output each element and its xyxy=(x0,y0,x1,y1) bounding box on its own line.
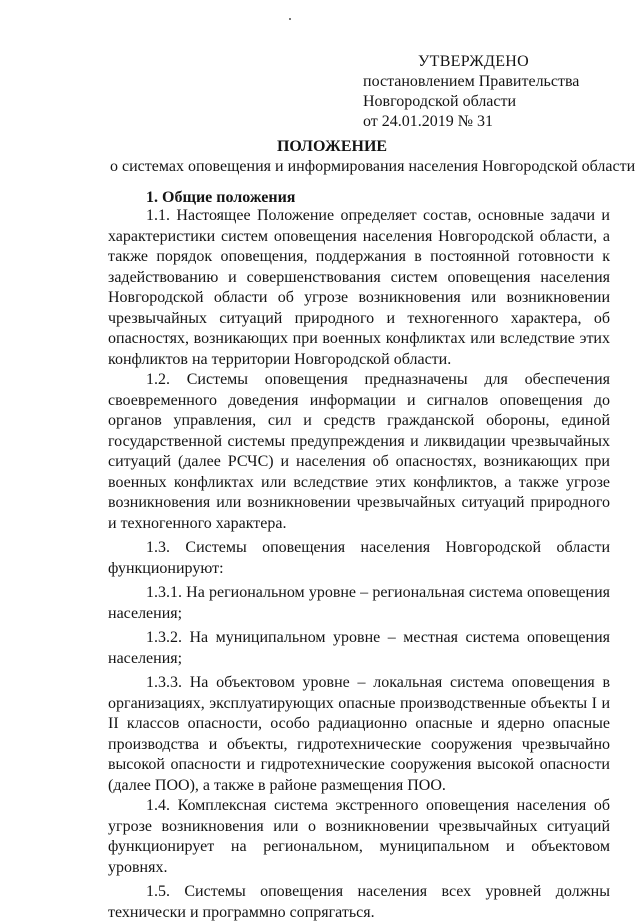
paragraph-1-5: 1.5. Системы оповещения населения всех уровней должны технически и программно сопрягаться. xyxy=(108,883,610,921)
approval-stamp xyxy=(363,52,579,132)
paragraph-1-3-2: 1.3.2. На муниципальном уровне – местная система оповещения населения; xyxy=(108,629,610,667)
scan-speck xyxy=(289,18,291,20)
approval-approved: УТВЕРЖДЕНО xyxy=(418,53,530,70)
paragraph-1-3-3: 1.3.3. На объектовом уровне – локальная система оповещения в организациях, эксплуатирующих опасные производственные объекты I и II классов опасности, особо радиационно опасные и ядерно опасные производства и объекты, гидротехнические сооружения чрезвычайно высокой опасности и гидротехнические сооружения высокой опасности (далее ПОО), а также в районе размещения ПОО. xyxy=(108,674,610,794)
approval-line-1: постановлением Правительства xyxy=(363,73,580,90)
approval-line-3: от 24.01.2019 № 31 xyxy=(363,113,494,130)
document-title: ПОЛОЖЕНИЕ xyxy=(276,138,388,155)
paragraph-1-3-1: 1.3.1. На региональном уровне – региональная система оповещения населения; xyxy=(108,584,610,622)
section-heading: 1. Общие положения xyxy=(146,189,296,206)
paragraph-1-4: 1.4. Комплексная система экстренного оповещения населения об угрозе возникновения или о возникновении чрезвычайных ситуаций функционирует на региональном, муниципальном и объектовом уровнях. xyxy=(108,797,610,876)
document-subtitle: о системах оповещения и информирования населения Новгородской области xyxy=(110,158,636,175)
paragraph-1-3: 1.3. Системы оповещения населения Новгородской области функционируют: xyxy=(108,539,610,577)
paragraph-1-2: 1.2. Системы оповещения предназначены для обеспечения своевременного доведения информации и сигналов оповещения до органов управления, сил и средств гражданской обороны, единой государственной системы предупреждения и ликвидации чрезвычайных ситуаций (далее РСЧС) и населения об опасностях, возникающих при военных конфликтах или вследствие этих конфликтов, а также угрозе возникновения или возникновении чрезвычайных ситуаций природного и техногенного характера. xyxy=(108,371,610,532)
approval-line-2: Новгородской области xyxy=(363,93,517,110)
paragraph-1-1: 1.1. Настоящее Положение определяет состав, основные задачи и характеристики систем оповещения населения Новгородской области, а также порядок оповещения, поддержания в постоянной готовности к задействованию и совершенствования систем оповещения населения Новгородской области об угрозе возникновения или возникновении чрезвычайных ситуаций природного и техногенного характера, об опасностях, возникающих при военных конфликтах или вследствие этих конфликтов на территории Новгородской области. xyxy=(108,207,610,368)
document-body xyxy=(108,206,610,923)
